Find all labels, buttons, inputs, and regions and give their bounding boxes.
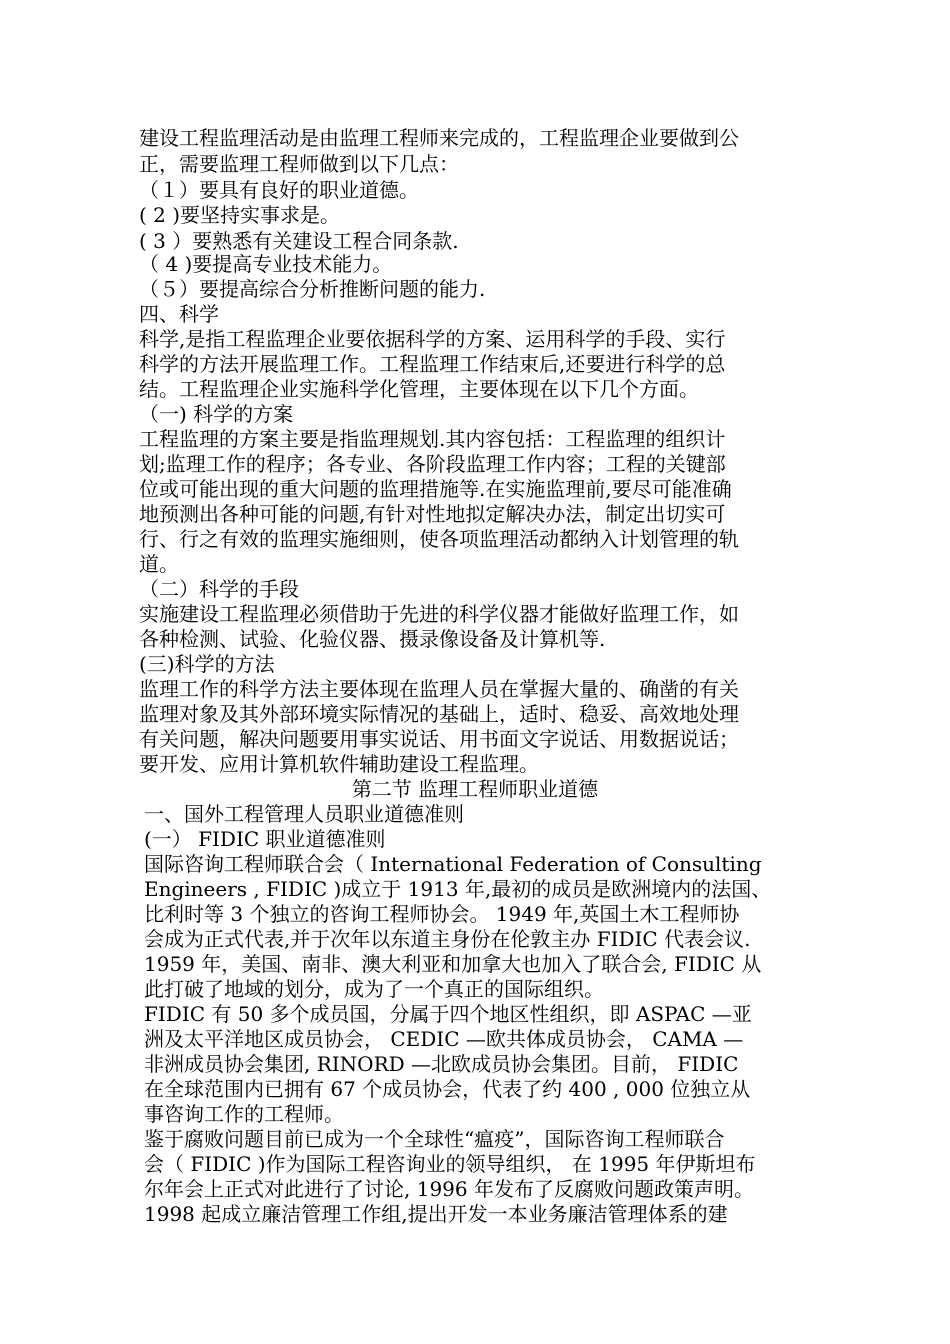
subsection-heading: （一) 科学的方案 [139, 402, 294, 426]
text-line: 结。工程监理企业实施科学化管理，主要体现在以下几个方面。 [139, 377, 699, 401]
text-line: 位或可能出现的重大问题的监理措施等.在实施监理前,要尽可能准确 [139, 477, 732, 501]
text-line: 1959 年，美国、南非、澳大利亚和加拿大也加入了联合会, FIDIC 从 [144, 952, 762, 976]
text-line: 事咨询工作的工程师。 [144, 1102, 344, 1126]
text-line: 会成为正式代表,并于次年以东道主身份在伦敦主办 FIDIC 代表会议. [144, 927, 751, 951]
text-line: （１）要具有良好的职业道德。 [139, 178, 419, 202]
text-line: 正，需要监理工程师做到以下几点： [139, 152, 459, 176]
text-line: （ 4 )要提高专业技术能力。 [139, 252, 393, 276]
section-heading: 一、国外工程管理人员职业道德准则 [144, 802, 464, 826]
text-line: 国际咨询工程师联合会（ International Federation of Consulting [144, 852, 762, 876]
text-line: 地预测出各种可能的问题,有针对性地拟定解决办法，制定出切实可 [139, 502, 726, 526]
text-line: 洲及太平洋地区成员协会， CEDIC —欧共体成员协会， CAMA — [144, 1027, 744, 1051]
text-line: 道。 [139, 552, 179, 576]
text-line: ( 2 )要坚持实事求是。 [139, 203, 341, 227]
subsection-heading: (三)科学的方法 [139, 652, 275, 676]
text-line: 科学的方法开展监理工作。工程监理工作结束后,还要进行科学的总 [139, 352, 726, 376]
text-line: FIDIC 有 50 多个成员国，分属于四个地区性组织，即 ASPAC —亚 [144, 1002, 752, 1026]
text-line: 1998 起成立廉洁管理工作组,提出开发一本业务廉洁管理体系的建 [144, 1202, 728, 1226]
text-line: 科学,是指工程监理企业要依据科学的方案、运用科学的手段、实行 [139, 327, 726, 351]
text-line: 各种检测、试验、化验仪器、摄录像设备及计算机等. [139, 627, 606, 651]
text-line: （５）要提高综合分析推断问题的能力. [139, 277, 486, 301]
chapter-section-title: 第二节 监理工程师职业道德 [351, 777, 599, 801]
section-heading: 四、科学 [139, 302, 219, 326]
text-line: 建设工程监理活动是由监理工程师来完成的，工程监理企业要做到公 [139, 126, 739, 150]
text-line: 行、行之有效的监理实施细则，使各项监理活动都纳入计划管理的轨 [139, 527, 739, 551]
text-line: 工程监理的方案主要是指监理规划.其内容包括：工程监理的组织计 [139, 427, 726, 451]
subsection-heading: （二）科学的手段 [139, 577, 299, 601]
text-line: 会（ FIDIC )作为国际工程咨询业的领导组织， 在 1995 年伊斯坦布 [144, 1152, 756, 1176]
subsection-heading: (一） FIDIC 职业道德准则 [144, 827, 386, 851]
text-line: 非洲成员协会集团, RINORD —北欧成员协会集团。目前， FIDIC [144, 1052, 739, 1076]
text-line: 划;监理工作的程序；各专业、各阶段监理工作内容；工程的关键部 [139, 452, 726, 476]
text-line: 此打破了地域的划分，成为了一个真正的国际组织。 [144, 977, 604, 1001]
text-line: ( 3 ）要熟悉有关建设工程合同条款. [139, 229, 459, 253]
text-line: 监理对象及其外部环境实际情况的基础上，适时、稳妥、高效地处理 [139, 702, 739, 726]
text-line: Engineers , FIDIC )成立于 1913 年,最初的成员是欧洲境内的法国、 [144, 877, 772, 901]
text-line: 实施建设工程监理必须借助于先进的科学仪器才能做好监理工作，如 [139, 602, 739, 626]
text-line: 有关问题，解决问题要用事实说话、用书面文字说话、用数据说话； [139, 727, 739, 751]
text-line: 要开发、应用计算机软件辅助建设工程监理。 [139, 752, 539, 776]
text-line: 监理工作的科学方法主要体现在监理人员在掌握大量的、确凿的有关 [139, 677, 739, 701]
text-line: 尔年会上正式对此进行了讨论, 1996 年发布了反腐败问题政策声明。 [144, 1177, 754, 1201]
text-line: 在全球范围内已拥有 67 个成员协会，代表了约 400 , 000 位独立从 [144, 1077, 751, 1101]
text-line: 鉴于腐败问题目前已成为一个全球性“瘟疫”，国际咨询工程师联合 [144, 1127, 725, 1151]
text-line: 比利时等 3 个独立的咨询工程师协会。 1949 年,英国土木工程师协 [144, 902, 740, 926]
